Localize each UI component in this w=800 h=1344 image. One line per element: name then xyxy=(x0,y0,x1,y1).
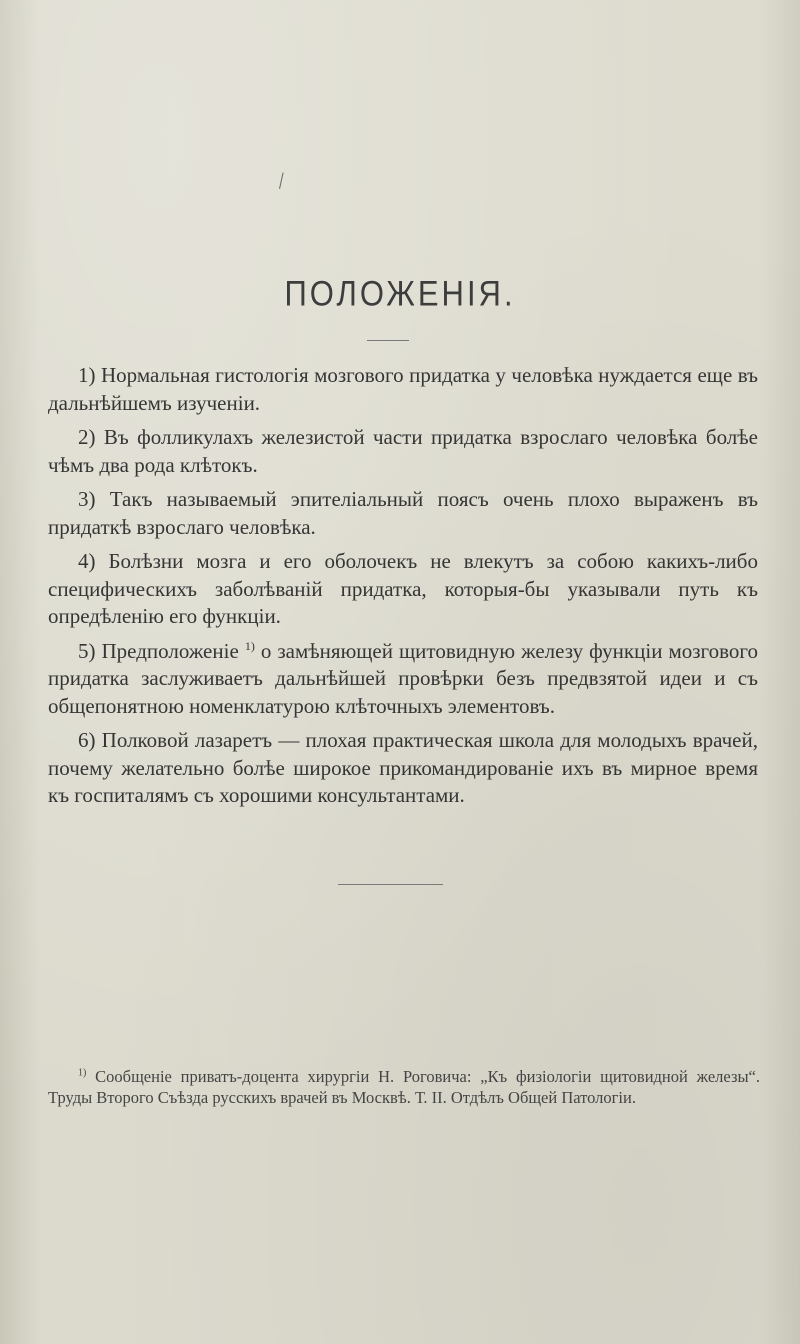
thesis-5-rest: о замѣняющей щитовидную железу функціи мозгового придатка заслуживаетъ дальнѣйшей провѣрки безъ предвзятой идеи и съ общепонятною номенклатурою клѣточныхъ элементовъ. xyxy=(48,638,758,718)
stray-pencil-mark: / xyxy=(274,167,288,194)
footnote-mark: 1) xyxy=(78,1067,87,1079)
footnote xyxy=(48,1066,760,1108)
thesis-2: 2) Въ фолликулахъ железистой части придатка взрослаго человѣка болѣе чѣмъ два рода клѣтокъ. xyxy=(48,425,758,477)
page-title: ПОЛОЖЕНІЯ. xyxy=(284,273,516,314)
footnote-reference: 1) xyxy=(244,638,255,653)
title-divider xyxy=(367,340,409,341)
thesis-5 xyxy=(48,638,758,721)
section-divider xyxy=(338,884,443,885)
thesis-6: 6) Полковой лазаретъ — плохая практическая школа для молодыхъ врачей, почему желательно болѣе широкое прикомандированіе ихъ въ мирное время къ госпиталямъ съ хорошими консультантами. xyxy=(48,728,758,807)
thesis-1: 1) Нормальная гистологія мозгового придатка у человѣка нуждается еще въ дальнѣйшемъ изученіи. xyxy=(48,363,758,415)
thesis-5-start: 5) Предположеніе xyxy=(78,638,245,663)
thesis-4: 4) Болѣзни мозга и его оболочекъ не влекутъ за собою какихъ-либо специфическихъ заболѣваній придатка, которыя-бы указывали путь къ опредѣленію его функціи. xyxy=(48,549,758,628)
thesis-3: 3) Такъ называемый эпителіальный поясъ очень плохо выраженъ въ придаткѣ взрослаго человѣка. xyxy=(48,487,758,539)
theses-list xyxy=(48,362,758,810)
footnote-text: Сообщеніе приватъ-доцента хирургіи Н. Роговича: „Къ физіологіи щитовидной железы“. Труды Второго Съѣзда русскихъ врачей въ Москвѣ. Т. II. Отдѣлъ Общей Патологіи. xyxy=(48,1067,760,1107)
